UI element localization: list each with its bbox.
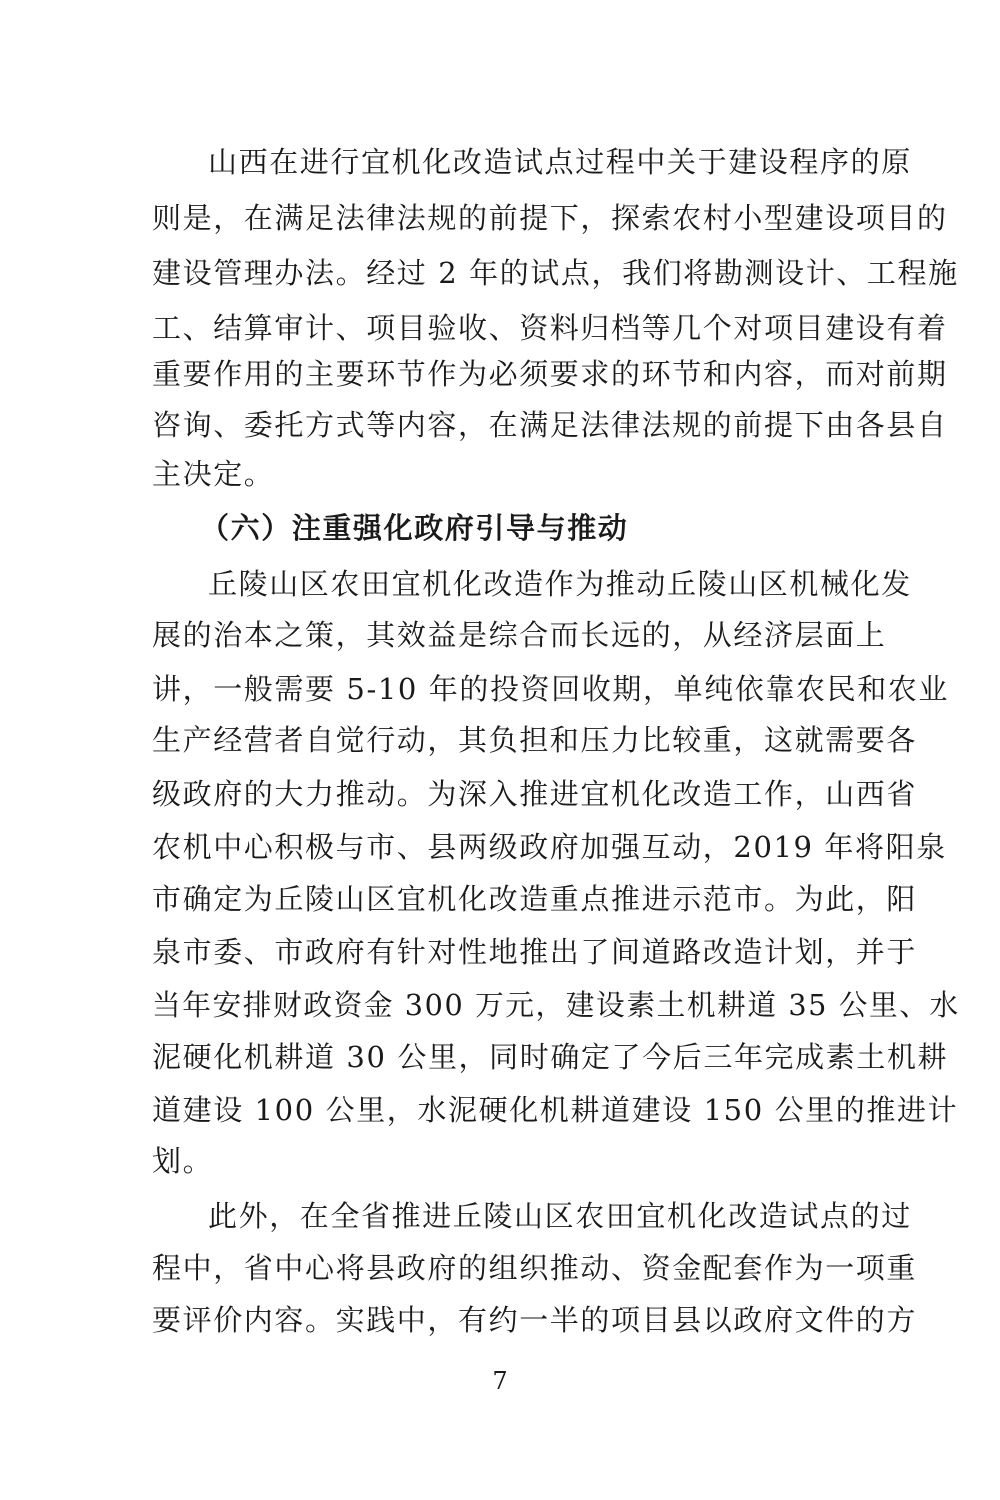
paragraph-2-line-6: 农机中心积极与市、县两级政府加强互动，2019 年将阳泉 bbox=[152, 830, 947, 864]
paragraph-1-line-3: 建设管理办法。经过 2 年的试点，我们将勘测设计、工程施 bbox=[152, 256, 959, 290]
paragraph-2-line-1: 丘陵山区农田宜机化改造作为推动丘陵山区机械化发 bbox=[208, 567, 912, 601]
paragraph-1-line-1: 山西在进行宜机化改造试点过程中关于建设程序的原 bbox=[208, 145, 912, 179]
page-number: 7 bbox=[492, 1367, 508, 1395]
paragraph-1-line-2: 则是，在满足法律法规的前提下，探索农村小型建设项目的 bbox=[152, 201, 948, 235]
paragraph-1-line-4: 工、结算审计、项目验收、资料归档等几个对项目建设有着 bbox=[152, 311, 948, 345]
paragraph-1-line-6: 咨询、委托方式等内容，在满足法律法规的前提下由各县自 bbox=[152, 408, 948, 442]
paragraph-2-line-11: 道建设 100 公里，水泥硬化机耕道建设 150 公里的推进计 bbox=[152, 1093, 959, 1127]
paragraph-2-line-12: 划。 bbox=[152, 1144, 214, 1178]
paragraph-3-line-2: 程中，省中心将县政府的组织推动、资金配套作为一项重 bbox=[152, 1251, 918, 1285]
paragraph-2-line-9: 当年安排财政资金 300 万元，建设素土机耕道 35 公里、水 bbox=[152, 988, 960, 1022]
paragraph-3-line-3: 要评价内容。实践中，有约一半的项目县以政府文件的方 bbox=[152, 1303, 918, 1337]
paragraph-2-line-4: 生产经营者自觉行动，其负担和压力比较重，这就需要各 bbox=[152, 723, 918, 757]
paragraph-2-line-5: 级政府的大力推动。为深入推进宜机化改造工作，山西省 bbox=[152, 777, 918, 811]
paragraph-2-line-10: 泥硬化机耕道 30 公里，同时确定了今后三年完成素土机耕 bbox=[152, 1040, 949, 1074]
paragraph-2-line-7: 市确定为丘陵山区宜机化改造重点推进示范市。为此，阳 bbox=[152, 882, 918, 916]
paragraph-1-line-7: 主决定。 bbox=[152, 457, 275, 491]
paragraph-2-line-2: 展的治本之策，其效益是综合而长远的，从经济层面上 bbox=[152, 618, 887, 652]
paragraph-3-line-1: 此外，在全省推进丘陵山区农田宜机化改造试点的过 bbox=[208, 1199, 912, 1233]
paragraph-1-line-5: 重要作用的主要环节作为必须要求的环节和内容，而对前期 bbox=[152, 357, 948, 391]
paragraph-2-line-8: 泉市委、市政府有针对性地推出了间道路改造计划，并于 bbox=[152, 935, 918, 969]
section-heading: （六）注重强化政府引导与推动 bbox=[200, 511, 629, 545]
paragraph-2-line-3: 讲，一般需要 5-10 年的投资回收期，单纯依靠农民和农业 bbox=[152, 672, 949, 706]
